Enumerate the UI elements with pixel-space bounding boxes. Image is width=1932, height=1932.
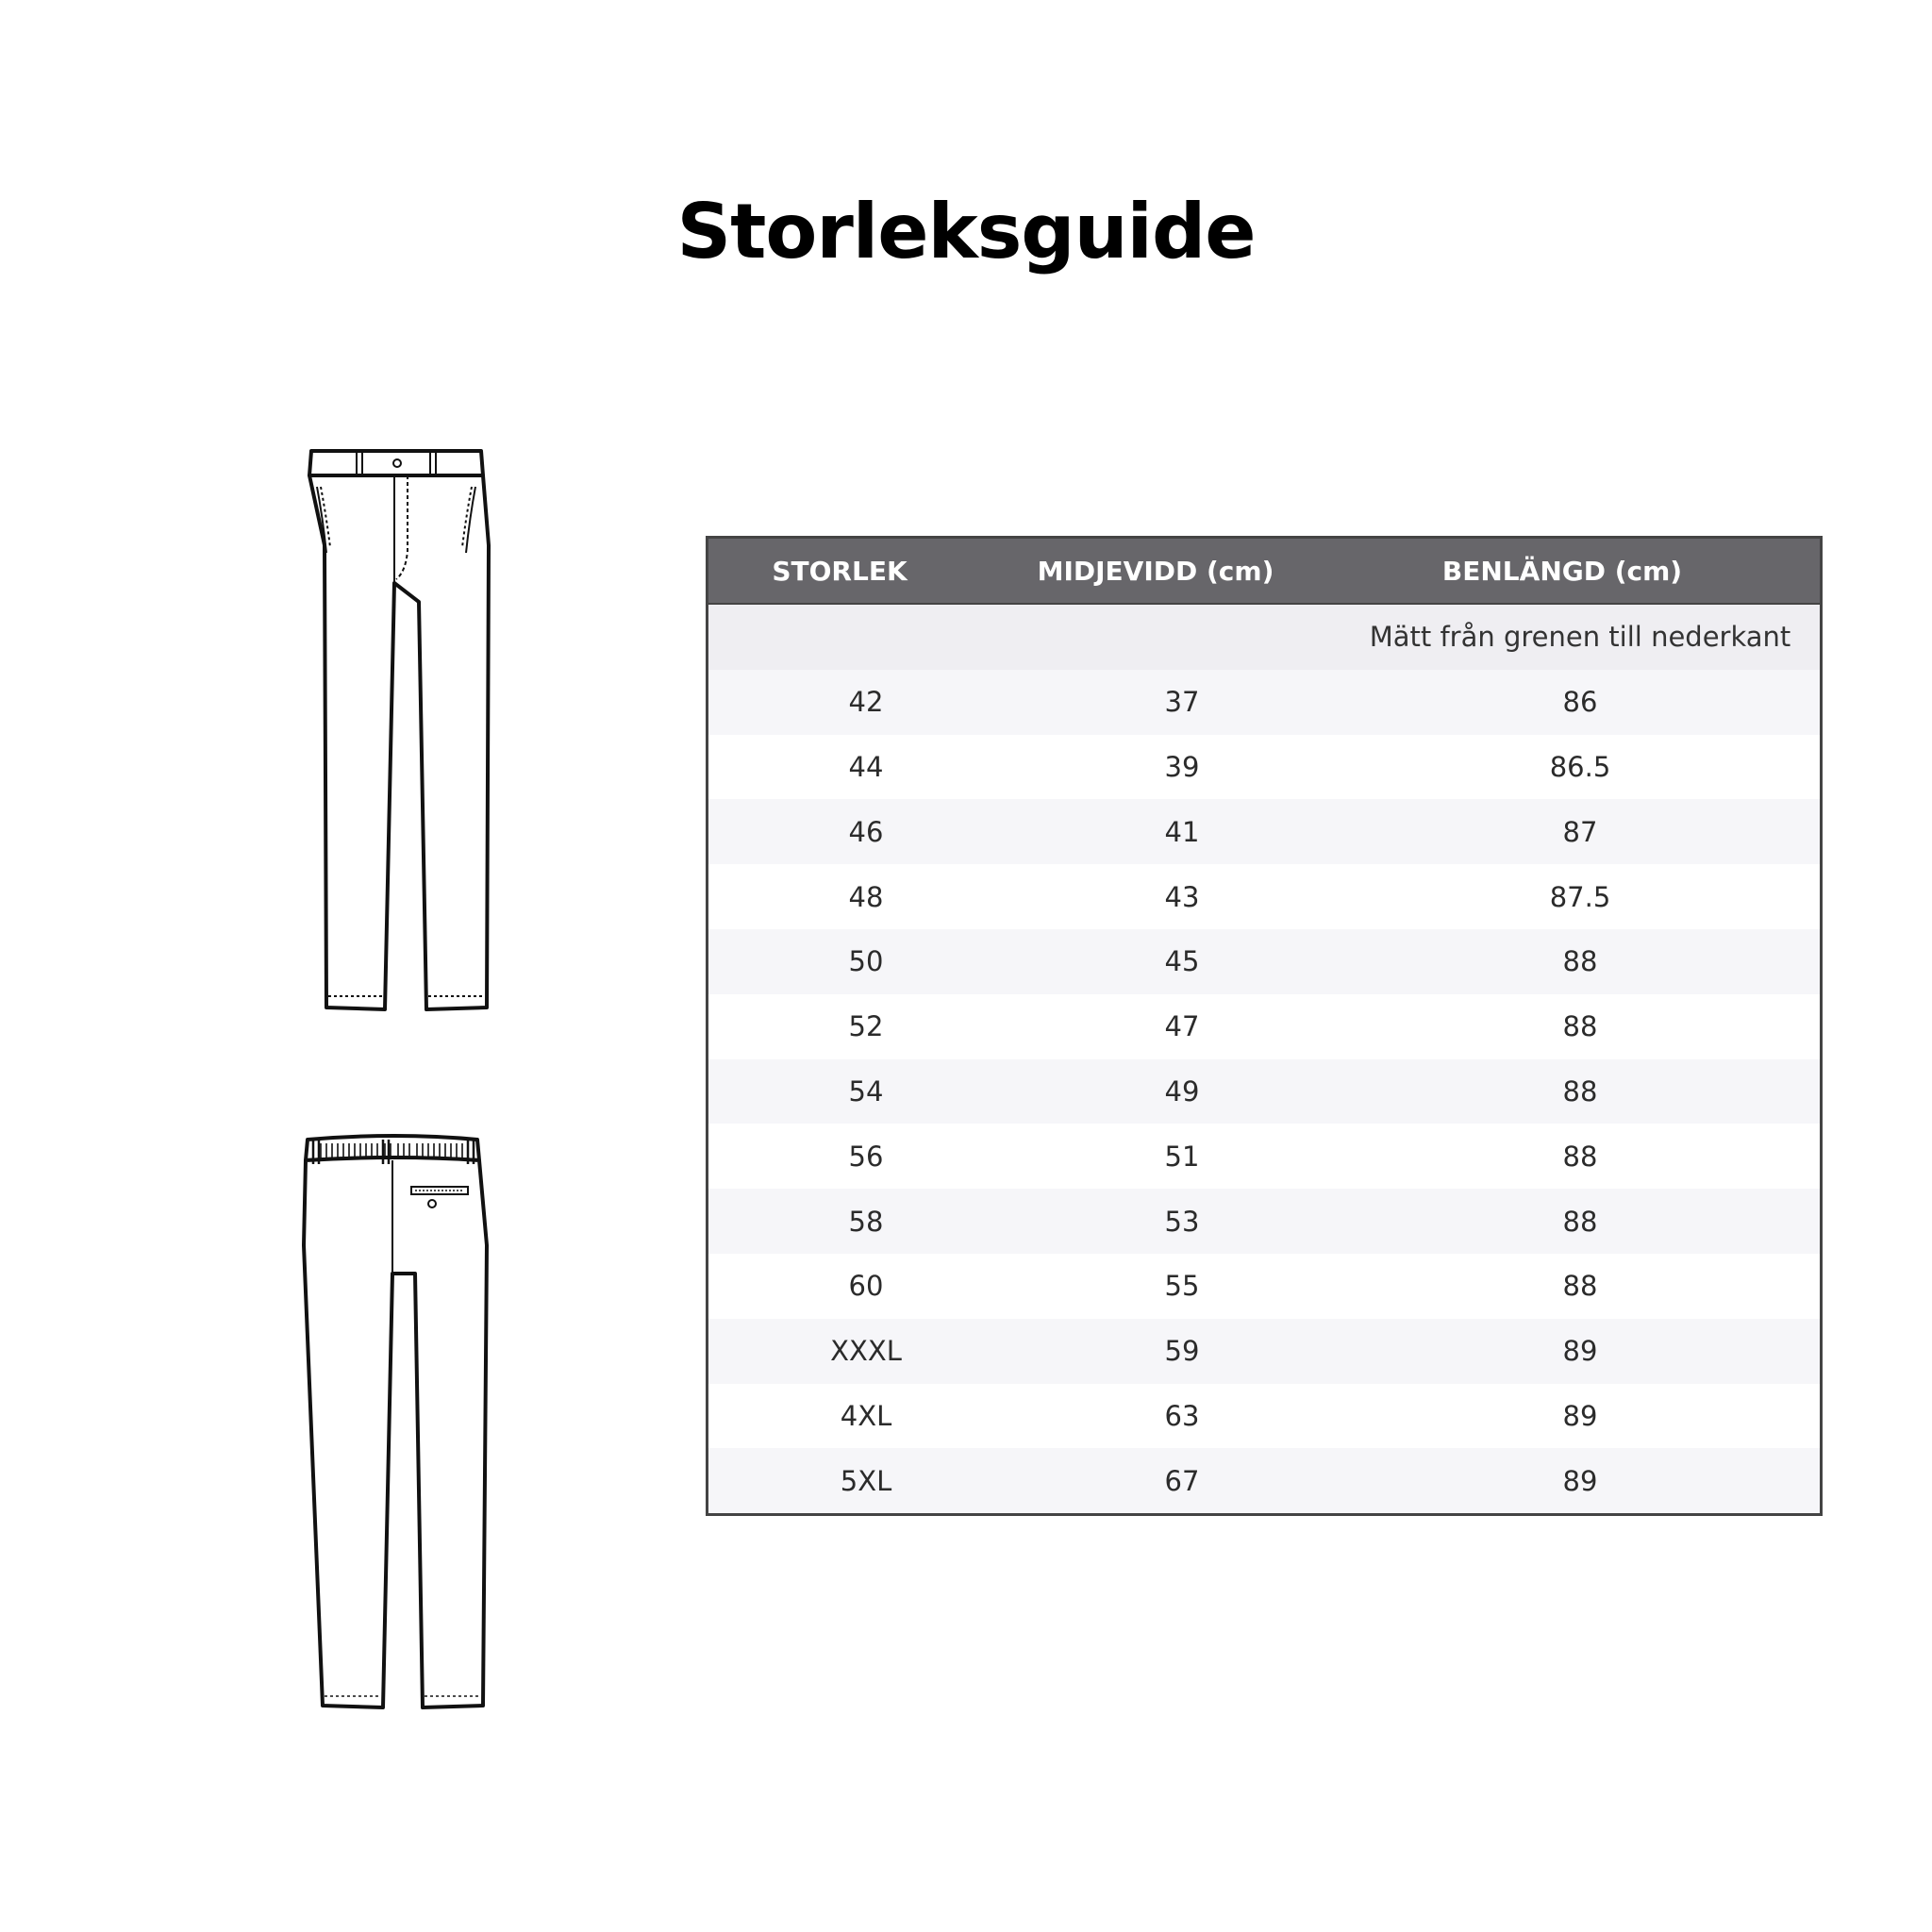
size-table <box>706 536 1823 1516</box>
table-row <box>708 735 1820 800</box>
table-row <box>708 1384 1820 1449</box>
cell-waist: 51 <box>1164 1140 1200 1173</box>
cell-waist: 63 <box>1164 1399 1200 1432</box>
table-row <box>708 1319 1820 1384</box>
cell-leg: 88 <box>1562 1010 1598 1043</box>
cell-leg: 89 <box>1562 1335 1598 1368</box>
cell-size: 42 <box>848 686 884 719</box>
cell-leg: 89 <box>1562 1464 1598 1497</box>
cell-waist: 45 <box>1164 945 1200 978</box>
cell-waist: 37 <box>1164 686 1200 719</box>
cell-waist: 43 <box>1164 880 1200 913</box>
cell-waist: 39 <box>1164 750 1200 783</box>
table-row <box>708 1448 1820 1513</box>
cell-size: XXXL <box>830 1335 902 1368</box>
cell-waist: 67 <box>1164 1464 1200 1497</box>
cell-leg: 88 <box>1562 1140 1598 1173</box>
table-row <box>708 864 1820 929</box>
table-row <box>708 799 1820 864</box>
cell-size: 44 <box>848 750 884 783</box>
cell-leg: 88 <box>1562 1270 1598 1303</box>
cell-size: 56 <box>848 1140 884 1173</box>
cell-waist: 53 <box>1164 1205 1200 1238</box>
cell-size: 48 <box>848 880 884 913</box>
trousers-back-icon <box>283 1132 528 1726</box>
cell-size: 46 <box>848 815 884 848</box>
cell-waist: 41 <box>1164 815 1200 848</box>
cell-leg: 86.5 <box>1549 750 1611 783</box>
cell-size: 4XL <box>840 1399 892 1432</box>
cell-leg: 89 <box>1562 1399 1598 1432</box>
cell-size: 60 <box>848 1270 884 1303</box>
cell-size: 5XL <box>840 1464 892 1497</box>
table-row <box>708 1059 1820 1124</box>
table-row <box>708 1124 1820 1189</box>
cell-leg: 86 <box>1562 686 1598 719</box>
cell-waist: 55 <box>1164 1270 1200 1303</box>
table-row <box>708 929 1820 994</box>
subnote-row <box>708 605 1820 670</box>
header-leg-length: BENLÄNGD (cm) <box>1441 555 1683 587</box>
header-waist: MIDJEVIDD (cm) <box>1037 555 1274 587</box>
table-row <box>708 994 1820 1059</box>
trousers-front-icon <box>283 441 528 1026</box>
page-title: Storleksguide <box>676 188 1256 275</box>
cell-size: 58 <box>848 1205 884 1238</box>
table-row <box>708 670 1820 735</box>
table-row <box>708 1254 1820 1319</box>
table-row <box>708 1189 1820 1254</box>
table-header-row <box>708 539 1820 605</box>
cell-leg: 88 <box>1562 1074 1598 1108</box>
cell-size: 52 <box>848 1010 884 1043</box>
cell-leg: 88 <box>1562 945 1598 978</box>
cell-leg: 87 <box>1562 815 1598 848</box>
cell-leg: 88 <box>1562 1205 1598 1238</box>
cell-size: 54 <box>848 1074 884 1108</box>
cell-waist: 59 <box>1164 1335 1200 1368</box>
cell-waist: 49 <box>1164 1074 1200 1108</box>
header-size: STORLEK <box>772 555 908 587</box>
cell-leg: 87.5 <box>1549 880 1611 913</box>
leg-length-note: Mätt från grenen till nederkant <box>1369 621 1791 654</box>
cell-size: 50 <box>848 945 884 978</box>
cell-waist: 47 <box>1164 1010 1200 1043</box>
